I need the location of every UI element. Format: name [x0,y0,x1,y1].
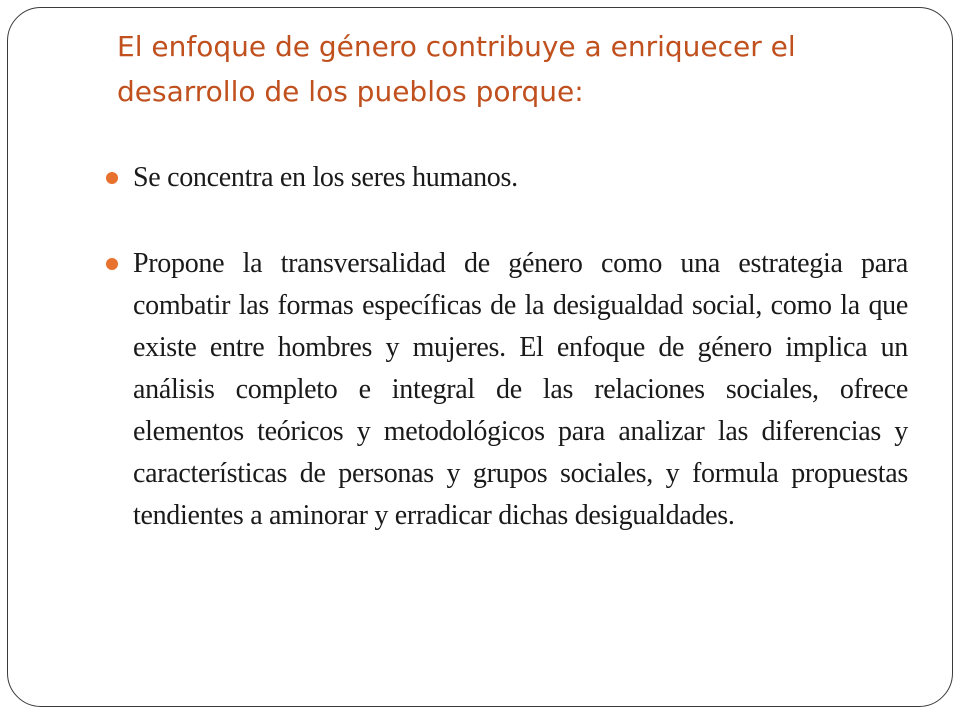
bullet-item [106,243,908,537]
bullet-text: Se concentra en los seres humanos. [133,162,518,193]
slide-title: El enfoque de género contribuye a enriquecer el desarrollo de los pueblos porque: [117,30,796,108]
bullet-list [106,157,908,537]
bullet-text: Propone la transversalidad de género como una estrategia para combatir las formas específicas de la desigualdad social, como la que existe entre hombres y mujeres. El enfoque de género implica un análisis completo e integral de las relaciones sociales, ofrece elementos teóricos y metodológicos para analizar las diferencias y características de personas y grupos sociales, y formula propuestas tendientes a aminorar y erradicar dichas desigualdades. [133,248,908,531]
bullet-item [106,157,908,199]
bullet-dot-icon [106,172,118,184]
bullet-dot-icon [106,258,118,270]
